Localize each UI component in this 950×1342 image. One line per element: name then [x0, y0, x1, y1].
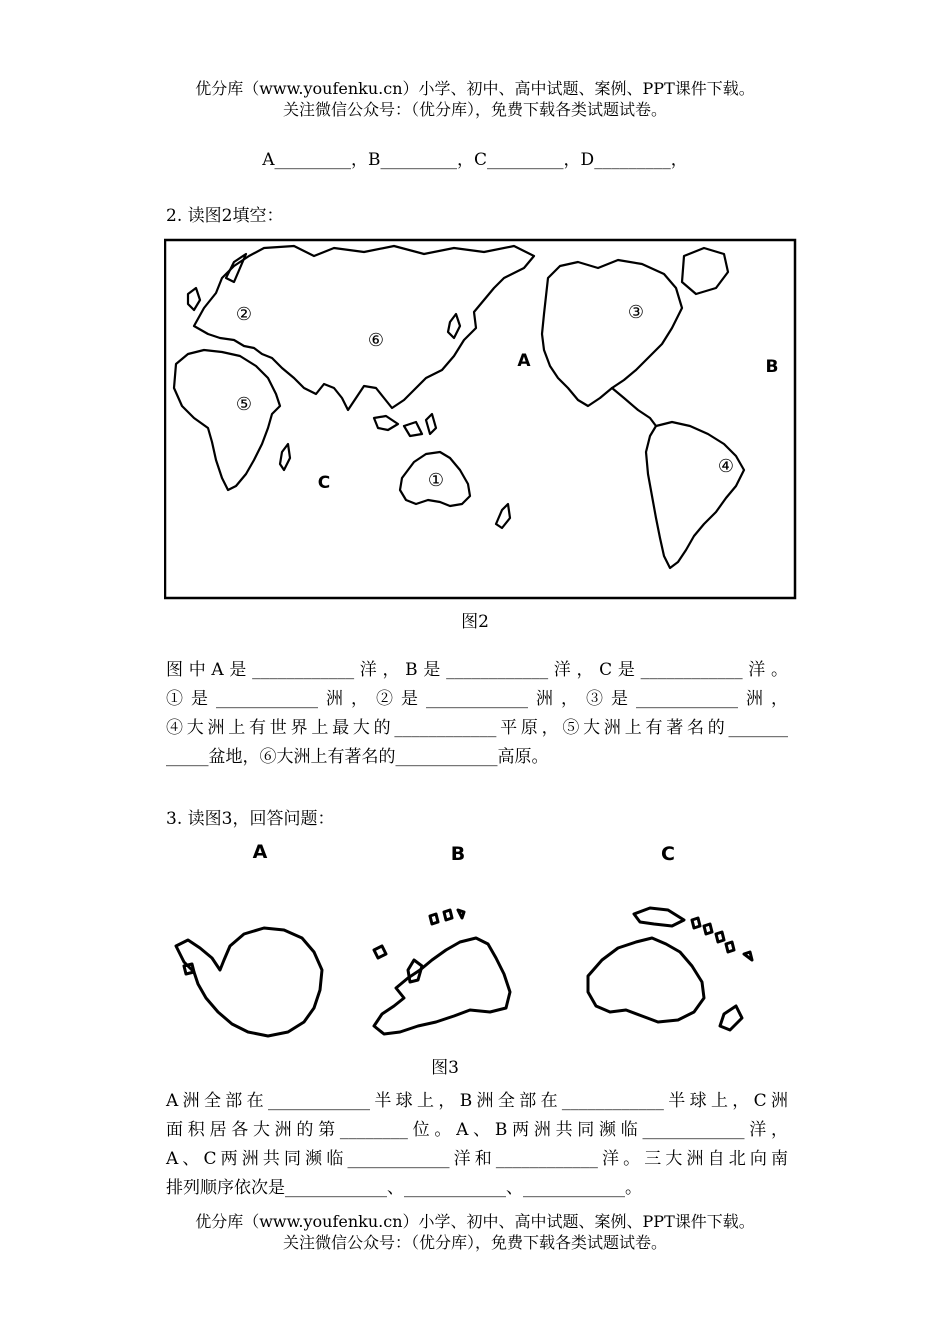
- figure-label-a: A: [252, 841, 268, 863]
- map-number-5: ⑤: [235, 394, 253, 415]
- map-number-1: ①: [427, 470, 445, 491]
- q2-line-4: _____盆地，⑥大洲上有著名的____________高原。: [166, 747, 549, 767]
- figure-label-b: B: [450, 843, 466, 865]
- footer-line-2: 关注微信公众号：（优分库），免费下载各类试题试卷。: [282, 1233, 667, 1252]
- q3-line-4: 排列顺序依次是____________、____________、____________。: [166, 1178, 642, 1198]
- new-guinea-outline: [634, 908, 684, 926]
- iceland-outline: [374, 946, 386, 958]
- australia-outline-c: [588, 938, 704, 1022]
- q2-line-1: 图中A是____________洋，B是____________洋，C是____________洋。: [166, 660, 788, 680]
- q3-line-1: A洲全部在____________半球上，B洲全部在____________半球上，C洲: [166, 1091, 788, 1111]
- britain-outline-b: [408, 960, 422, 982]
- q2-line-2: ①是____________洲，②是____________洲，③是____________洲，: [166, 689, 788, 709]
- ocean-label-b: B: [765, 357, 779, 377]
- antarctica-outline: [176, 928, 322, 1036]
- map-number-2: ②: [235, 304, 253, 325]
- ocean-label-a: A: [517, 351, 531, 371]
- q2-line-3: ④大洲上有世界上最大的____________平原，⑤大洲上有著名的_______: [166, 718, 788, 738]
- q3-body: [166, 1087, 788, 1203]
- q2-heading: 2. 读图2填空：: [166, 206, 284, 226]
- arctic-islands-b: [430, 910, 464, 924]
- q1-answer-line: A_________，B_________，C_________，D_________，: [262, 150, 688, 170]
- continents-figure: [164, 834, 794, 1054]
- world-map-figure: [164, 238, 798, 608]
- page-footer: [0, 1211, 950, 1253]
- figure-label-c: C: [661, 843, 675, 865]
- ocean-label-c: C: [317, 473, 331, 493]
- europe-outline: [374, 938, 510, 1034]
- q3-line-2: 面积居各大洲的第________位。A、B两洲共同濒临____________洋，: [166, 1120, 788, 1140]
- map-number-4: ④: [717, 456, 735, 477]
- continents-svg: [164, 834, 794, 1054]
- figure-2-caption: 图2: [461, 612, 489, 632]
- q3-line-3: A、C两洲共同濒临____________洋和____________洋。三大洲自北向南: [166, 1149, 788, 1169]
- new-zealand-outline-c: [720, 1006, 742, 1030]
- map-number-6: ⑥: [367, 330, 385, 351]
- footer-line-1: 优分库（www.youfenku.cn）小学、初中、高中试题、案例、PPT课件下载。: [195, 1212, 755, 1231]
- q3-heading: 3. 读图3，回答问题：: [166, 809, 335, 829]
- world-map-svg: [164, 238, 798, 608]
- q2-body: [166, 656, 788, 772]
- pacific-islands-c: [692, 918, 752, 960]
- figure-3-caption: 图3: [431, 1058, 459, 1078]
- page-header: [0, 78, 950, 120]
- header-line-2: 关注微信公众号：（优分库），免费下载各类试题试卷。: [282, 100, 667, 119]
- map-number-3: ③: [627, 302, 645, 323]
- header-line-1: 优分库（www.youfenku.cn）小学、初中、高中试题、案例、PPT课件下载。: [195, 79, 755, 98]
